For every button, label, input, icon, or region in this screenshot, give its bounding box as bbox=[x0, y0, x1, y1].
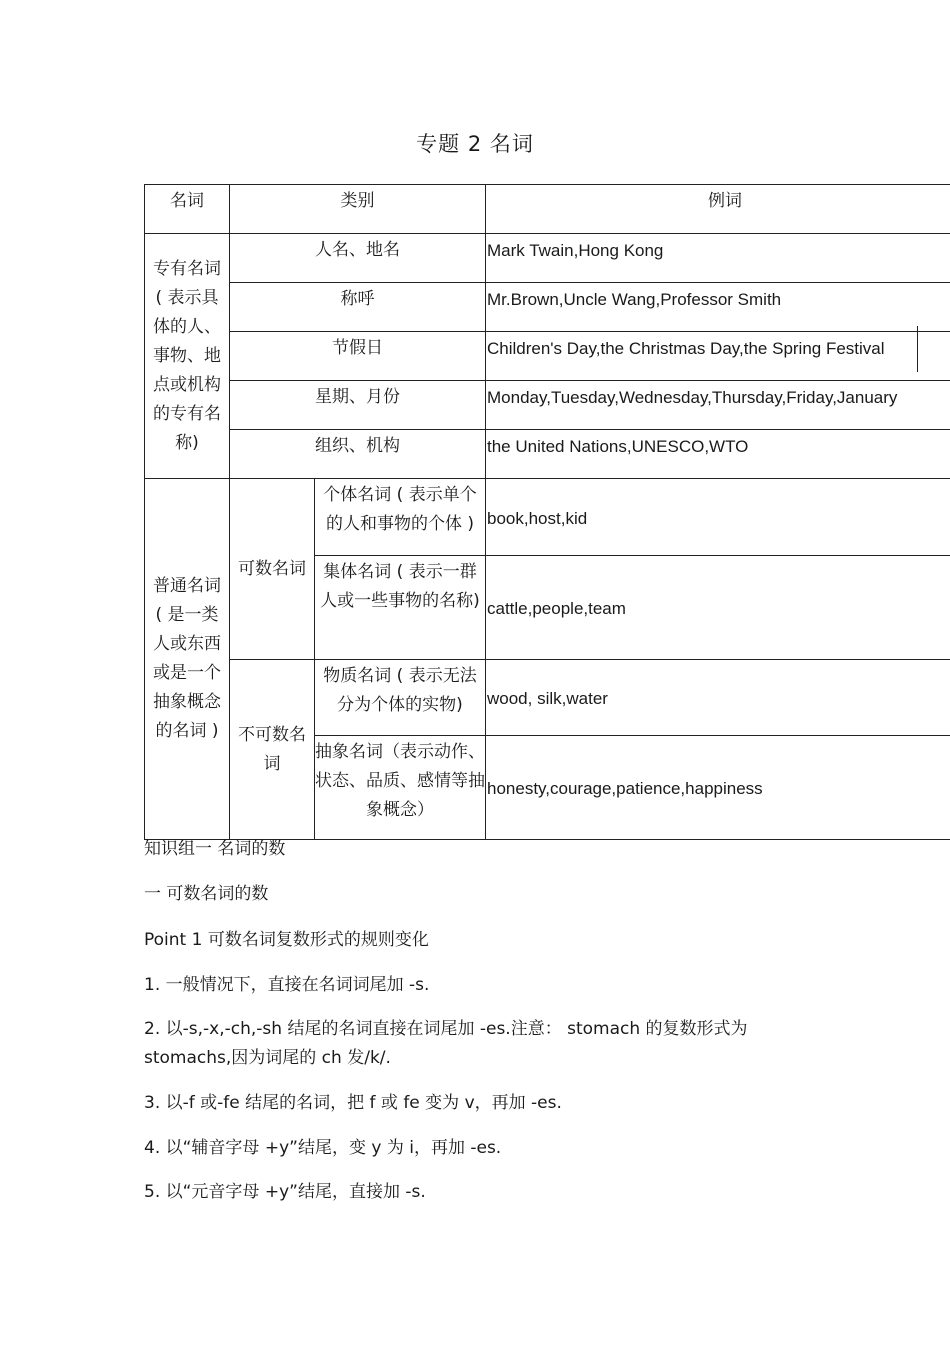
category-cell: 称呼 bbox=[230, 283, 486, 332]
examples-cell: honesty,courage,patience,happiness bbox=[486, 736, 950, 840]
rule-5: 5. 以“元音字母 +y”结尾，直接加 -s. bbox=[144, 1182, 426, 1202]
examples-cell: Children's Day,the Christmas Day,the Spring Festival bbox=[486, 332, 950, 381]
header-noun: 名词 bbox=[145, 185, 230, 234]
rule-2: 2. 以-s,-x,-ch,-sh 结尾的名词直接在词尾加 -es.注意： stomach 的复数形式为 bbox=[144, 1019, 748, 1039]
category-cell: 人名、地名 bbox=[230, 234, 486, 283]
examples-cell: cattle,people,team bbox=[486, 556, 950, 660]
table-row bbox=[145, 660, 950, 736]
examples-cell: book,host,kid bbox=[486, 479, 950, 556]
category-cell: 组织、机构 bbox=[230, 430, 486, 479]
table-row bbox=[145, 381, 950, 430]
category-cell: 抽象名词（表示动作、状态、品质、感情等抽象概念） bbox=[315, 736, 486, 840]
rule-3: 3. 以-f 或-fe 结尾的名词，把 f 或 fe 变为 v，再加 -es. bbox=[144, 1093, 562, 1113]
section-heading: 知识组一 名词的数 bbox=[144, 839, 286, 859]
examples-cell: Mr.Brown,Uncle Wang,Professor Smith bbox=[486, 283, 950, 332]
proper-noun-label: 专有名词 ( 表示具体的人、事物、地点或机构的专有名称) bbox=[145, 234, 230, 479]
examples-cell: Monday,Tuesday,Wednesday,Thursday,Friday,January bbox=[486, 381, 950, 430]
countable-label: 可数名词 bbox=[230, 479, 315, 660]
table-row bbox=[145, 332, 950, 381]
table-row bbox=[145, 234, 950, 283]
rule-4: 4. 以“辅音字母 +y”结尾，变 y 为 i，再加 -es. bbox=[144, 1138, 502, 1158]
table-divider bbox=[917, 326, 918, 372]
table-header-row bbox=[145, 185, 950, 234]
subsection-heading: 一 可数名词的数 bbox=[144, 884, 269, 904]
rule-2-continued: stomachs,因为词尾的 ch 发/k/. bbox=[144, 1048, 391, 1068]
category-cell: 个体名词 ( 表示单个的人和事物的个体 ) bbox=[315, 479, 486, 556]
header-examples: 例词 bbox=[486, 185, 950, 234]
table-row bbox=[145, 479, 950, 556]
rule-1: 1. 一般情况下，直接在名词词尾加 -s. bbox=[144, 975, 430, 995]
point-heading: Point 1 可数名词复数形式的规则变化 bbox=[144, 930, 429, 950]
table-row bbox=[145, 283, 950, 332]
table-row bbox=[145, 430, 950, 479]
uncountable-label: 不可数名词 bbox=[230, 660, 315, 840]
category-cell: 节假日 bbox=[230, 332, 486, 381]
category-cell: 星期、月份 bbox=[230, 381, 486, 430]
header-category: 类别 bbox=[230, 185, 486, 234]
page-title: 专题 2 名词 bbox=[416, 132, 534, 156]
category-cell: 物质名词 ( 表示无法分为个体的实物) bbox=[315, 660, 486, 736]
examples-cell: wood, silk,water bbox=[486, 660, 950, 736]
common-noun-label: 普通名词 ( 是一类人或东西或是一个抽象概念的名词 ) bbox=[145, 479, 230, 840]
examples-cell: Mark Twain,Hong Kong bbox=[486, 234, 950, 283]
category-cell: 集体名词 ( 表示一群人或一些事物的名称) bbox=[315, 556, 486, 660]
nouns-table bbox=[144, 184, 950, 840]
examples-cell: the United Nations,UNESCO,WTO bbox=[486, 430, 950, 479]
